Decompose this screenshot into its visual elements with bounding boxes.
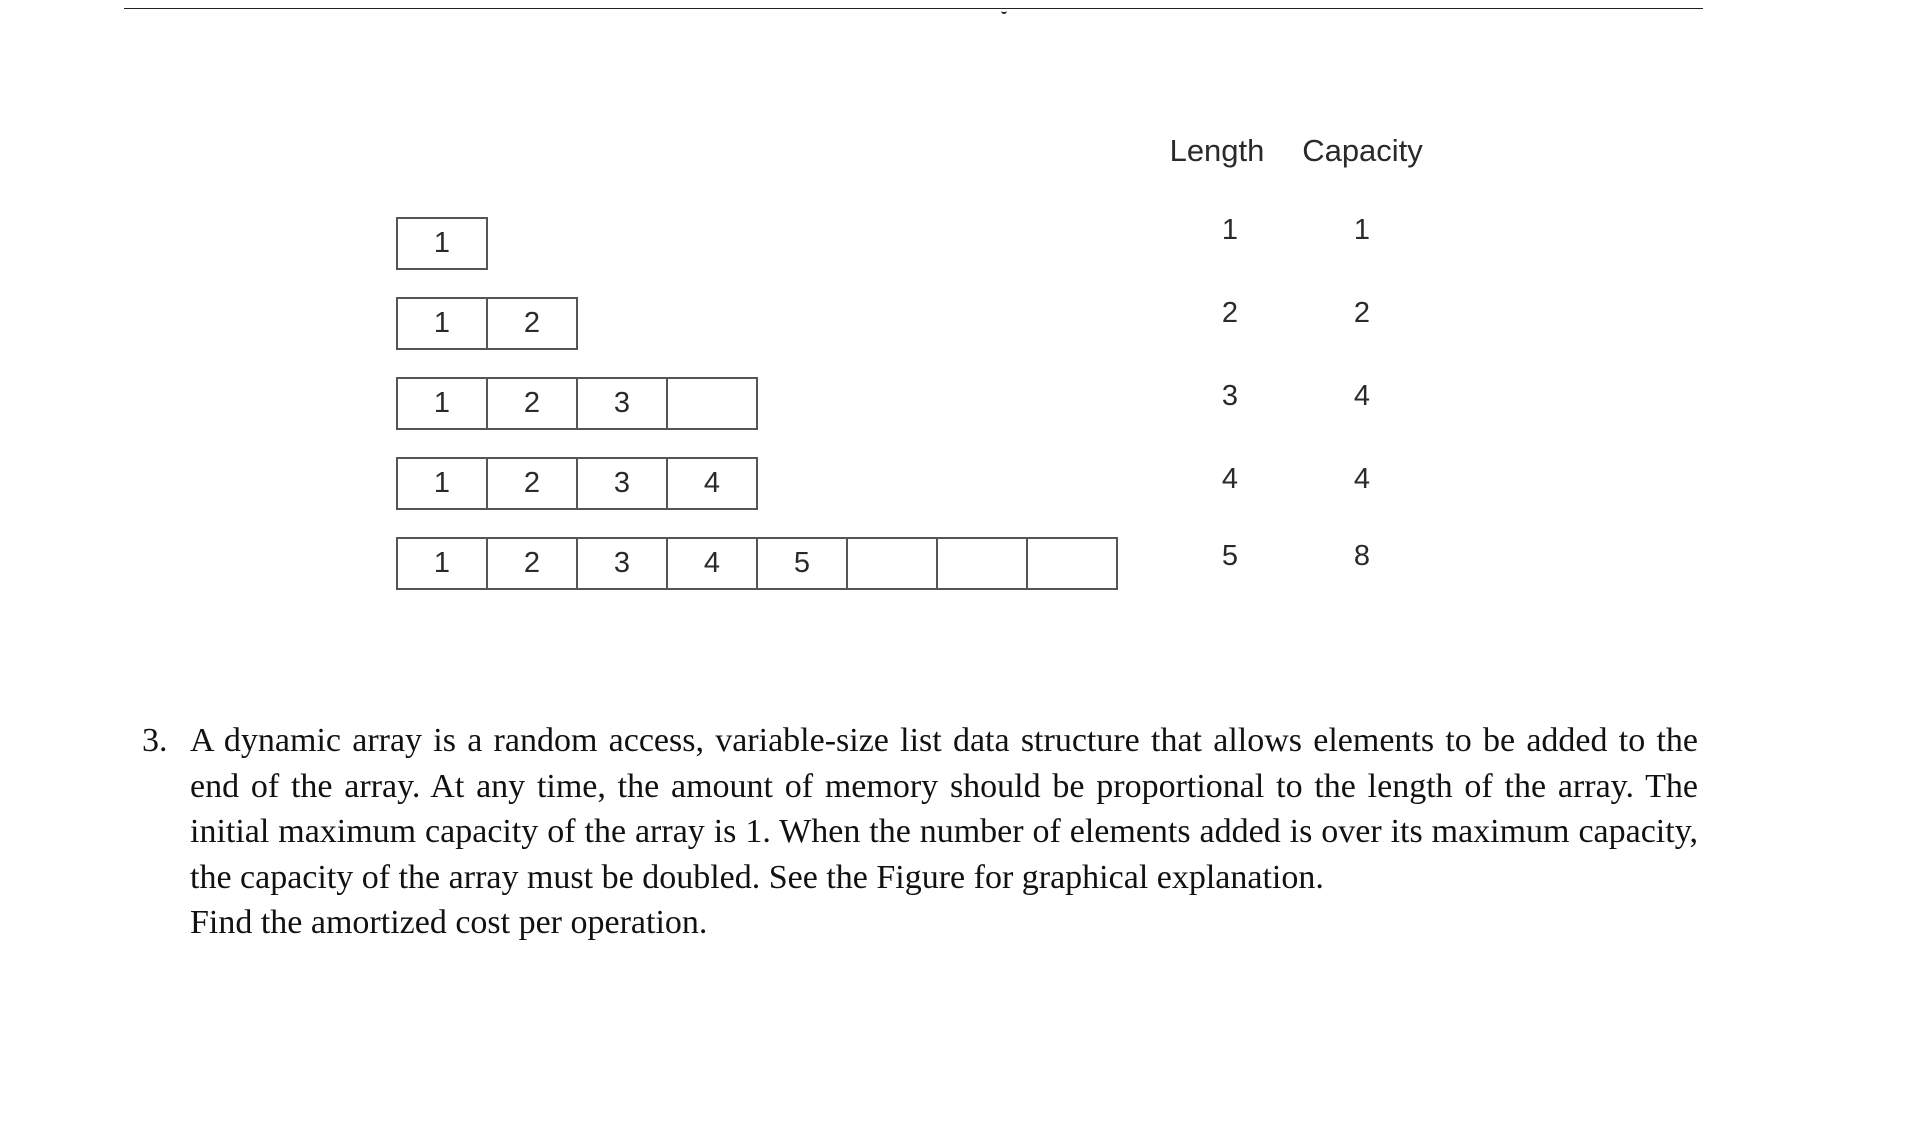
array-row-1	[396, 217, 488, 270]
problem-question-text: Find the amortized cost per operation.	[190, 904, 708, 941]
length-value: 4	[1221, 463, 1239, 495]
array-cell: 2	[486, 537, 578, 590]
length-value: 2	[1221, 297, 1239, 329]
capacity-column-header: Capacity	[1302, 133, 1423, 168]
capacity-value: 4	[1353, 463, 1371, 495]
array-cell: 5	[756, 537, 848, 590]
capacity-value: 1	[1353, 214, 1371, 246]
array-cell: 2	[486, 297, 578, 350]
array-cell: 3	[576, 537, 668, 590]
array-cell: 4	[666, 457, 758, 510]
array-row-5	[396, 537, 1118, 590]
clipped-text-fragment	[1001, 8, 1007, 14]
array-cell: 1	[396, 537, 488, 590]
array-cell: 2	[486, 457, 578, 510]
length-value: 1	[1221, 214, 1239, 246]
length-value: 3	[1221, 380, 1239, 412]
array-cell-empty	[666, 377, 758, 430]
array-cell-empty	[846, 537, 938, 590]
top-divider-line	[124, 8, 1703, 9]
capacity-value: 2	[1353, 297, 1371, 329]
array-cell: 3	[576, 377, 668, 430]
array-cell: 2	[486, 377, 578, 430]
problem-body-text: A dynamic array is a random access, variable-size list data structure that allows elements to be added to the end of the array. At any time, the amount of memory should be proportional to the length of the array. The initial maximum capacity of the array is 1. When the number of elements added is over its maximum capacity, the capacity of the array must be doubled. See the Figure for graphical explanation.	[190, 722, 1698, 896]
length-column-header: Length	[1169, 133, 1265, 168]
array-cell: 1	[396, 457, 488, 510]
array-cell-empty	[1026, 537, 1118, 590]
array-cell: 1	[396, 297, 488, 350]
problem-statement	[142, 718, 1698, 946]
capacity-value: 8	[1353, 540, 1371, 572]
array-cell: 3	[576, 457, 668, 510]
problem-number: 3.	[142, 722, 168, 759]
array-cell: 1	[396, 377, 488, 430]
capacity-value: 4	[1353, 380, 1371, 412]
length-value: 5	[1221, 540, 1239, 572]
array-row-4	[396, 457, 758, 510]
array-cell: 1	[396, 217, 488, 270]
array-cell: 4	[666, 537, 758, 590]
array-row-2	[396, 297, 578, 350]
array-cell-empty	[936, 537, 1028, 590]
array-row-3	[396, 377, 758, 430]
